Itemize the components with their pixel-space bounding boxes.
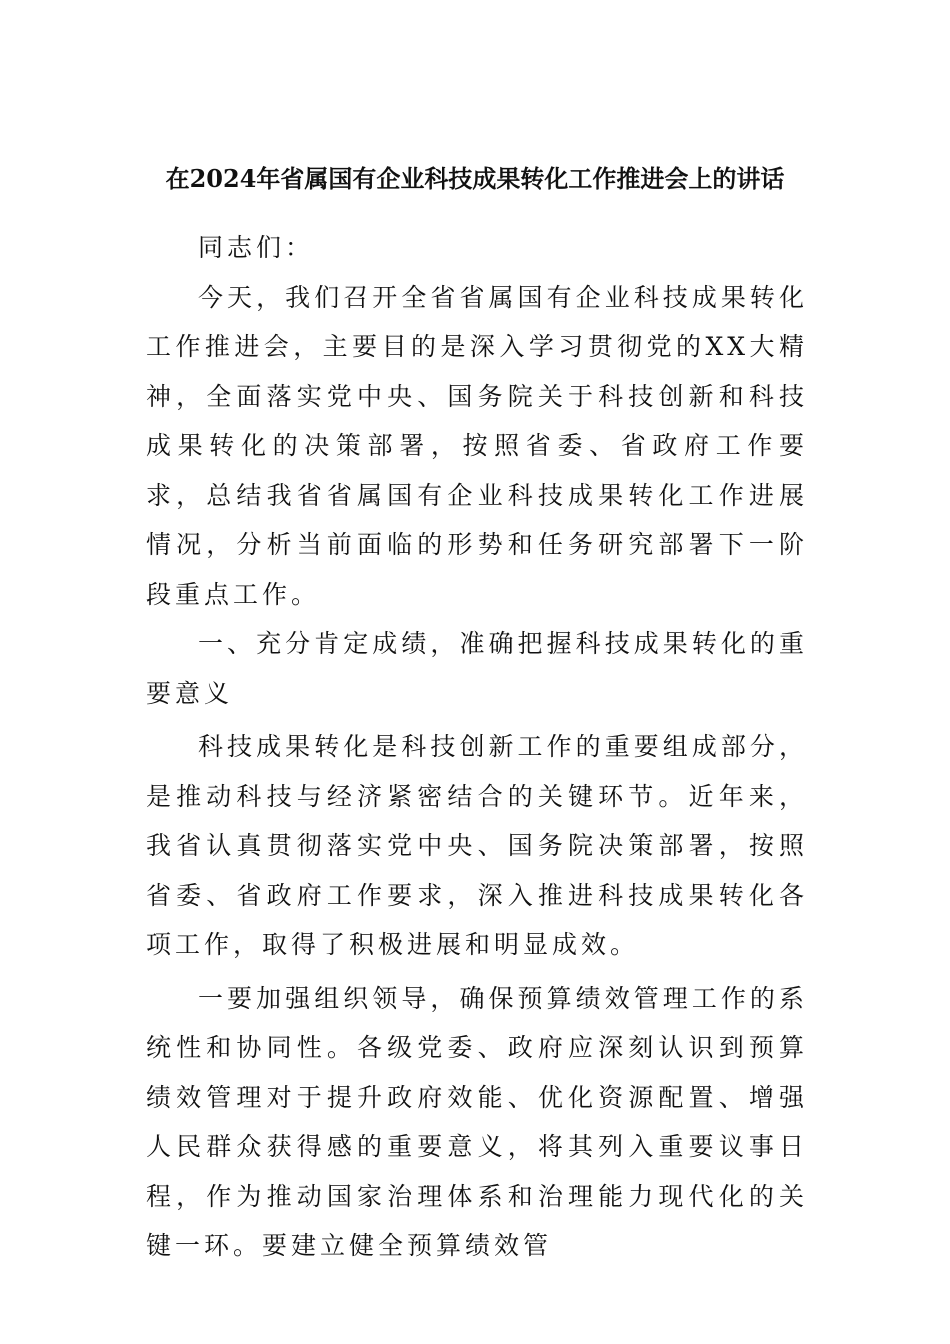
document-title: 在2024年省属国有企业科技成果转化工作推进会上的讲话 xyxy=(165,164,785,193)
paragraph-leadership: 一要加强组织领导，确保预算绩效管理工作的系统性和协同性。各级党委、政府应深刻认识到预算绩效管理对于提升政府效能、优化资源配置、增强人民群众获得感的重要意义，将其列入重要议事日程，作为推动国家治理体系和治理能力现代化的关键一环。要建立健全预算绩效管 xyxy=(146,983,808,1260)
paragraph-intro: 今天，我们召开全省省属国有企业科技成果转化工作推进会，主要目的是深入学习贯彻党的XX大精神，全面落实党中央、国务院关于科技创新和科技成果转化的决策部署，按照省委、省政府工作要求，总结我省省属国有企业科技成果转化工作进展情况，分析当前面临的形势和任务研究部署下一阶段重点工作。 xyxy=(146,282,808,609)
paragraph-section-heading: 一、充分肯定成绩，准确把握科技成果转化的重要意义 xyxy=(146,629,808,708)
paragraph-salutation: 同志们： xyxy=(198,233,315,262)
document-body xyxy=(146,221,808,1271)
paragraph-achievements: 科技成果转化是科技创新工作的重要组成部分，是推动科技与经济紧密结合的关键环节。近年来，我省认真贯彻落实党中央、国务院决策部署，按照省委、省政府工作要求，深入推进科技成果转化各项工作，取得了积极进展和明显成效。 xyxy=(146,732,808,959)
